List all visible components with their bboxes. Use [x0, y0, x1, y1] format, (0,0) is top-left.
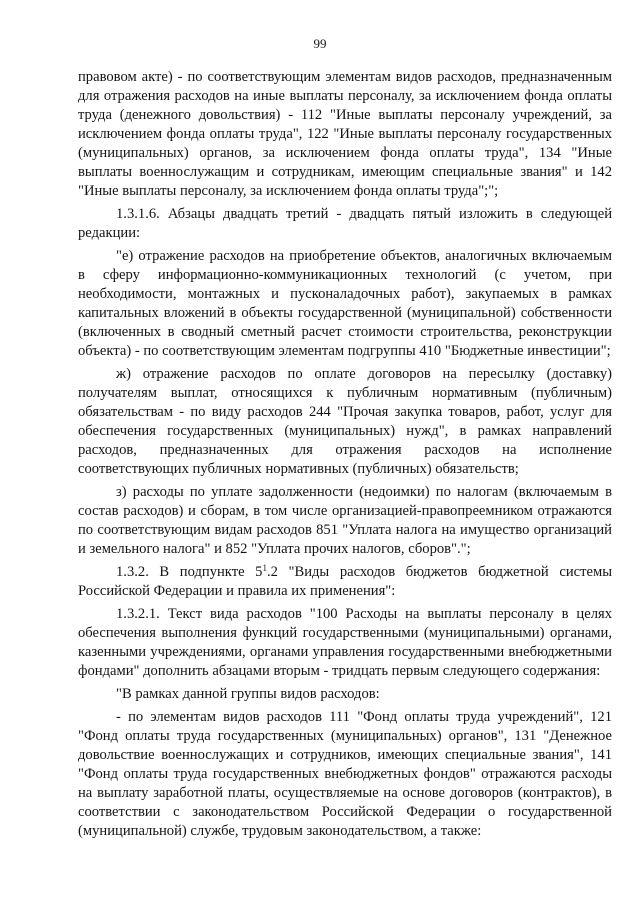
paragraph-continuation: правовом акте) - по соответствующим элементам видов расходов, предназначенным для отражения расходов на иные выплаты персоналу, за исключением фонда оплаты труда (денежного довольствия) - 112 "Иные выплаты персоналу учреждений, за исключением фонда оплаты труда", 122 "Иные выплаты персоналу государственных (муниципальных) органов, за исключением фонда оплаты труда", 134 "Иные выплаты военнослужащим и сотрудникам, имеющим специальные звания" и 142 "Иные выплаты персоналу, за исключением фонда оплаты труда";";: [78, 69, 612, 199]
superscript-index: 1: [262, 563, 267, 573]
paragraph-1-3-2-end: .2 "Виды расходов бюджетов бюджетной системы Российской Федерации и правила их применения":: [78, 564, 613, 599]
paragraph-group-intro: "В рамках данной группы видов расходов:: [116, 686, 380, 702]
document-body: [78, 68, 612, 845]
paragraph-item-zh: ж) отражение расходов по оплате договоров на пересылку (доставку) получателям выплат, относящихся к публичным нормативным (публичным) обязательствам - по виду расходов 244 "Прочая закупка товаров, работ, услуг для обеспечения государственных (муниципальных) нужд", в рамках направлений расходов, предназначенных для отражения расходов на исполнение соответствующих публичных нормативных (публичных) обязательств;: [78, 366, 612, 477]
paragraph-element-list: - по элементам видов расходов 111 "Фонд оплаты труда учреждений", 121 "Фонд оплаты труда государственных (муниципальных) органов", 131 "Денежное довольствие военнослужащих и сотрудников, имеющих специальные звания", 141 "Фонд оплаты труда государственных внебюджетных фондов" отражаются расходы на выплату заработной платы, осуществляемые на основе договоров (контрактов), в соответствии с законодательством Российской Федерации о государственной (муниципальной) службе, трудовым законодательством, а также:: [78, 709, 612, 839]
paragraph-1-3-1-6: 1.3.1.6. Абзацы двадцать третий - двадцать пятый изложить в следующей редакции:: [78, 206, 612, 241]
paragraph-1-3-2-1: 1.3.2.1. Текст вида расходов "100 Расходы на выплаты персоналу в целях обеспечения выполнения функций государственными (муниципальными) органами, казенными учреждениями, органами управления государственными внебюджетными фондами" дополнить абзацами вторым - тридцать первым следующего содержания:: [78, 606, 612, 679]
paragraph-1-3-2: [78, 563, 612, 601]
paragraph-item-z: з) расходы по уплате задолженности (недоимки) по налогам (включаемым в состав расходов) и сборам, в том числе организацией-правопреемником отражаются по соответствующим видам расходов 851 "Уплата налога на имущество организаций и земельного налога" и 852 "Уплата прочих налогов, сборов".";: [78, 484, 612, 557]
page-number: 99: [313, 36, 327, 51]
paragraph-1-3-2-start: 1.3.2. В подпункте 5: [116, 564, 263, 580]
paragraph-item-e: "е) отражение расходов на приобретение объектов, аналогичных включаемым в сферу информационно-коммуникационных технологий (с учетом, при необходимости, монтажных и пусконаладочных работ), закупаемых в рамках капитальных вложений в объекты государственной (муниципальной) собственности (включенных в сводный сметный расчет стоимости строительства, реконструкции объекта) - по соответствующим элементам подгруппы 410 "Бюджетные инвестиции";: [78, 248, 612, 359]
